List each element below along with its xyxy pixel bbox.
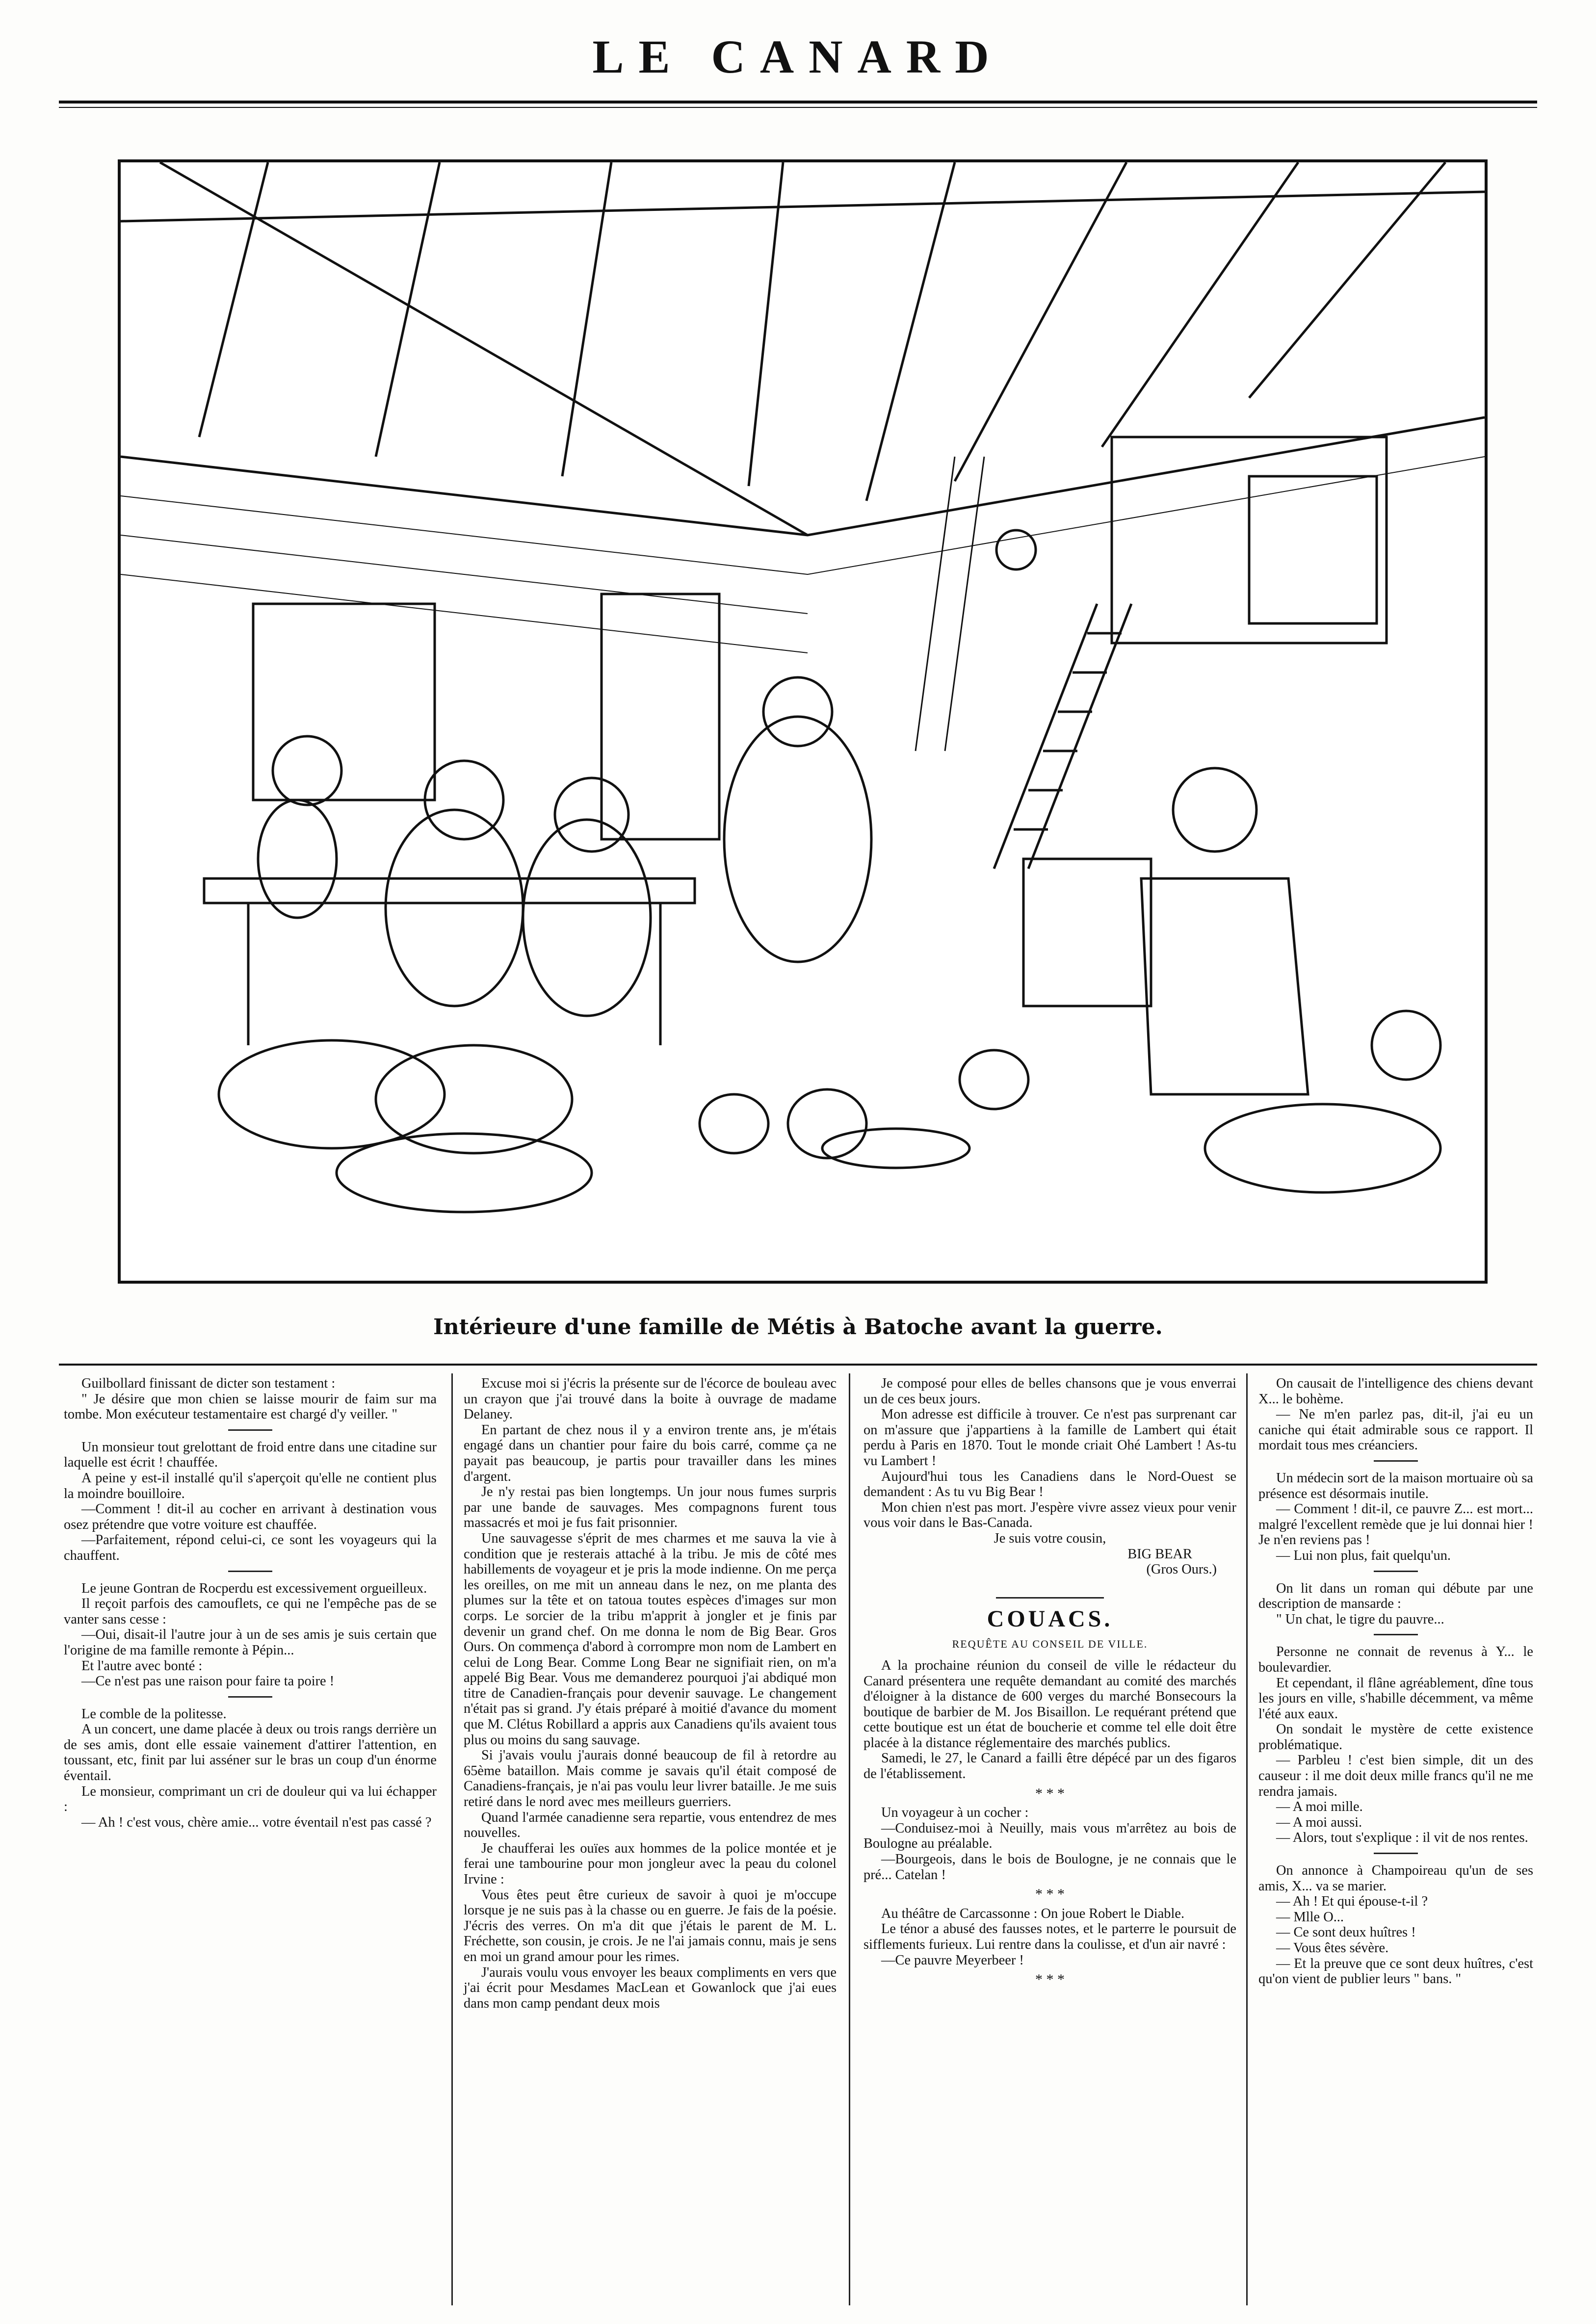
paragraph: Le comble de la politesse.	[81, 1706, 227, 1722]
paragraph: On annonce à Champoireau qu'un de ses amis, X... va se marier.	[1258, 1863, 1533, 1894]
paragraph: —Ce pauvre Meyerbeer !	[881, 1952, 1024, 1968]
paragraph: Un monsieur tout grelottant de froid entre dans une citadine sur laquelle est écrit ! chauffée.	[64, 1439, 437, 1471]
farm-animals	[219, 1011, 1440, 1212]
paragraph: Il reçoit parfois des camouflets, ce qui ne l'empêche pas de se vanter sans cesse :	[64, 1596, 437, 1627]
paragraph: — Alors, tout s'explique : il vit de nos rentes.	[1276, 1830, 1528, 1846]
masthead-title: LE CANARD	[592, 30, 1004, 83]
paragraph: " Je désire que mon chien se laisse mourir de faim sur ma tombe. Mon exécuteur testamentaire est chargé d'y veiller. "	[64, 1391, 437, 1422]
engraving-illustration	[118, 159, 1488, 1284]
text-column-4	[1258, 1376, 1533, 1987]
paragraph: Le ténor a abusé des fausses notes, et le parterre le poursuit de sifflements furieux. Lui rentre dans la coulisse, et d'un air navré :	[863, 1921, 1236, 1952]
paragraph: Et cependant, il flâne agréablement, dîne tous les jours en ville, s'habille décemment, va même l'été aux eaux.	[1258, 1675, 1533, 1722]
illustration-caption: Intérieure d'une famille de Métis à Batoche avant la guerre.	[433, 1315, 1163, 1340]
signature-note: (Gros Ours.)	[1146, 1562, 1217, 1577]
paragraph: Je composé pour elles de belles chansons que je vous enverrai un de ces beux jours.	[863, 1376, 1236, 1407]
paragraph: Samedi, le 27, le Canard a failli être dépécé par un des figaros de l'établissement.	[863, 1751, 1236, 1782]
paragraph: Mon adresse est difficile à trouver. Ce n'est pas surprenant car on m'assure que j'appartiens à la famille de Lambert qui était perdu à Paris en 1870. Tout le monde criait Ohé Lambert ! As-tu vu Lambert !	[863, 1407, 1236, 1469]
paragraph: —Oui, disait-il l'autre jour à un de ses amis je suis certain que l'origine de ma famille remonte à Pépin...	[64, 1627, 437, 1658]
wall-clock	[996, 530, 1036, 569]
paragraph: Un voyageur à un cocher :	[881, 1805, 1029, 1821]
paragraph: Une sauvagesse s'éprit de mes charmes et me sauva la vie à condition que je resterais attaché à la tribu. Je mis de côté mes habillements de voyageur et je pris la mode indienne. On me perça les oreilles, on me mit un anneau dans le nez, on me planta des plumes sur la tête et on tatoua toutes espèces d'images sur mon corps. Le sorcier de la tribu m'apprit à jongler et je finis par devenir un grand chef. On me donna le nom de Big Bear. Gros Ours. On commença d'abord à corrompre mon nom de Lambert en celui de Long Bear. Comme Long Bear ne signifiait rien, on m'a appelé Big Bear. Vous me demanderez pourquoi j'ai abdiqué mon titre de Canadien-français pour devenir sauvage. Le changement n'était pas si grand. J'y étais préparé à moitié d'avance du moment que M. Clétus Robillard a appris aux Canadiens qu'ils avaient tous plus ou moins du sang sauvage.	[464, 1530, 837, 1748]
paragraph: — A moi mille.	[1276, 1799, 1363, 1815]
section-subheading: REQUÊTE AU CONSEIL DE VILLE.	[952, 1638, 1148, 1651]
paragraph: J'aurais voulu vous envoyer les beaux compliments en vers que j'ai écrit pour Mesdames MacLean et Gowanlock que j'ai eues dans mon camp pendant deux mois	[464, 1964, 837, 2011]
paragraph: Si j'avais voulu j'aurais donné beaucoup de fil à retordre au 65ème bataillon. Mais comme je savais qu'il était composé de Canadiens-français, je n'ai pas voulu leur livrer bataille. Je me suis retiré dans le nord avec mes meilleurs guerriers.	[464, 1748, 837, 1810]
paragraph: Je n'y restai pas bien longtemps. Un jour nous fumes surpris par une bande de sauvages. Mes compagnons furent tous massacrés et moi je fus fait prisonnier.	[464, 1484, 837, 1531]
paragraph: — Parbleu ! c'est bien simple, dit un des causeur : il me doit deux mille francs qu'il ne me rendra jamais.	[1258, 1753, 1533, 1799]
asterism: * * *	[1035, 1886, 1065, 1903]
paragraph: A la prochaine réunion du conseil de ville le rédacteur du Canard présentera une requête demandant au comité des marchés d'éloigner à la distance de 600 verges du marché Bonsecours la boutique de barbier de M. Jos Bisaillon. Le requérant prétend que cette boutique est un état de boucherie et comme tel elle doit être placée à la distance réglementaire des marchés publics.	[863, 1657, 1236, 1751]
paragraph: Guilbollard finissant de dicter son testament :	[81, 1376, 336, 1391]
paragraph: — Ne m'en parlez pas, dit-il, j'ai eu un caniche qui était admirable sous ce rapport. Il mordait tous mes créanciers.	[1258, 1407, 1533, 1453]
paragraph: —Parfaitement, répond celui-ci, ce sont les voyageurs qui la chauffent.	[64, 1532, 437, 1563]
paragraph: Un médecin sort de la maison mortuaire où sa présence est désormais inutile.	[1258, 1470, 1533, 1501]
paragraph: On causait de l'intelligence des chiens devant X... le bohème.	[1258, 1376, 1533, 1407]
column-divider	[451, 1373, 453, 2305]
paragraph: Je chaufferai les ouïes aux hommes de la police montée et je ferai une tambourine pour mon jongleur avec la peau du colonel Irvine :	[464, 1840, 837, 1887]
section-heading: COUACS.	[987, 1605, 1113, 1632]
paragraph: A peine y est-il installé qu'il s'aperçoit qu'elle ne contient plus la moindre bouilloire.	[64, 1470, 437, 1501]
paragraph: —Conduisez-moi à Neuilly, mais vous m'arrêtez au bois de Boulogne au préalable.	[863, 1820, 1236, 1852]
paragraph: — Comment ! dit-il, ce pauvre Z... est mort... malgré l'excellent remède que je lui donnai hier ! Je n'en reviens pas !	[1258, 1501, 1533, 1548]
man-reading	[1023, 768, 1308, 1094]
paragraph: On lit dans un roman qui débute par une description de mansarde :	[1258, 1580, 1533, 1612]
paragraph: — Lui non plus, fait quelqu'un.	[1276, 1548, 1451, 1563]
paragraph: — A moi aussi.	[1276, 1814, 1362, 1830]
paragraph: " Un chat, le tigre du pauvre...	[1276, 1611, 1444, 1627]
paragraph: Au théâtre de Carcassonne : On joue Robert le Diable.	[881, 1906, 1185, 1921]
caption-rule	[59, 1364, 1537, 1366]
column-divider	[1246, 1373, 1248, 2305]
paragraph: Je suis votre cousin,	[994, 1530, 1106, 1546]
paragraph: Le jeune Gontran de Rocperdu est excessivement orgueilleux.	[81, 1580, 427, 1596]
asterism: * * *	[1035, 1785, 1065, 1802]
masthead-rule	[59, 101, 1537, 103]
paragraph: — Vous êtes sévère.	[1276, 1940, 1389, 1956]
paragraph: On sondait le mystère de cette existence problématique.	[1258, 1722, 1533, 1753]
log-walls	[121, 417, 1485, 839]
text-column-1	[64, 1376, 437, 1830]
text-column-2	[464, 1376, 837, 2011]
asterism: * * *	[1035, 1971, 1065, 1988]
paragraph: Quand l'armée canadienne sera repartie, vous entendrez de mes nouvelles.	[464, 1809, 837, 1841]
paragraph: —Comment ! dit-il au cocher en arrivant à destination vous osez prétendre que votre voiture est chauffée.	[64, 1501, 437, 1532]
signature: BIG BEAR	[1127, 1546, 1192, 1562]
paragraph: Aujourd'hui tous les Canadiens dans le Nord-Ouest se demandent : As tu vu Big Bear !	[863, 1469, 1236, 1500]
paragraph: — Ce sont deux huîtres !	[1276, 1925, 1416, 1940]
paragraph: A un concert, une dame placée à deux ou trois rangs derrière un de ses amis, dont elle essaie vainement d'attirer l'attention, en toussant, etc, finit par lui asséner sur le bras un coup d'un énorme éventail.	[64, 1722, 437, 1784]
paragraph: Personne ne connait de revenus à Y... le boulevardier.	[1258, 1644, 1533, 1675]
paragraph: — Et la preuve que ce sont deux huîtres, c'est qu'on vient de publier leurs " bans. "	[1258, 1956, 1533, 1987]
paragraph: — Mlle O...	[1276, 1909, 1344, 1925]
paragraph: —Bourgeois, dans le bois de Boulogne, je ne connais que le pré... Catelan !	[863, 1852, 1236, 1883]
column-divider	[849, 1373, 850, 2305]
paragraph: Mon chien n'est pas mort. J'espère vivre assez vieux pour venir vous voir dans le Bas-Canada.	[863, 1499, 1236, 1531]
family-table	[204, 677, 871, 1045]
paragraph: Et l'autre avec bonté :	[81, 1658, 203, 1674]
paragraph: — Ah ! Et qui épouse-t-il ?	[1276, 1894, 1428, 1910]
text-column-3	[863, 1376, 1236, 1991]
paragraph: Vous êtes peut être curieux de savoir à quoi je m'occupe lorsque je ne suis pas à la chasse ou en guerre. Je fais de la poésie. J'écris des verres. On m'a dit que j'étais le parent de M. L. Fréchette, son cousin, je crois. Je ne l'ai jamais connu, mais je sens en moi un grand amour pour les rimes.	[464, 1887, 837, 1964]
masthead-rule-thin	[59, 107, 1537, 108]
paragraph: —Ce n'est pas une raison pour faire ta poire !	[81, 1674, 335, 1689]
paragraph: — Ah ! c'est vous, chère amie... votre éventail n'est pas cassé ?	[81, 1814, 432, 1830]
paragraph: Le monsieur, comprimant un cri de douleur qui va lui échapper :	[64, 1783, 437, 1815]
paragraph: Excuse moi si j'écris la présente sur de l'écorce de bouleau avec un crayon que j'ai trouvé dans la boite à ouvrage de madame Delaney.	[464, 1376, 837, 1422]
paragraph: En partant de chez nous il y a environ trente ans, je m'étais engagé dans un chantier pour faire du bois carré, comme ça ne payait pas beaucoup, je partis pour travailler dans les mines d'argent.	[464, 1422, 837, 1484]
